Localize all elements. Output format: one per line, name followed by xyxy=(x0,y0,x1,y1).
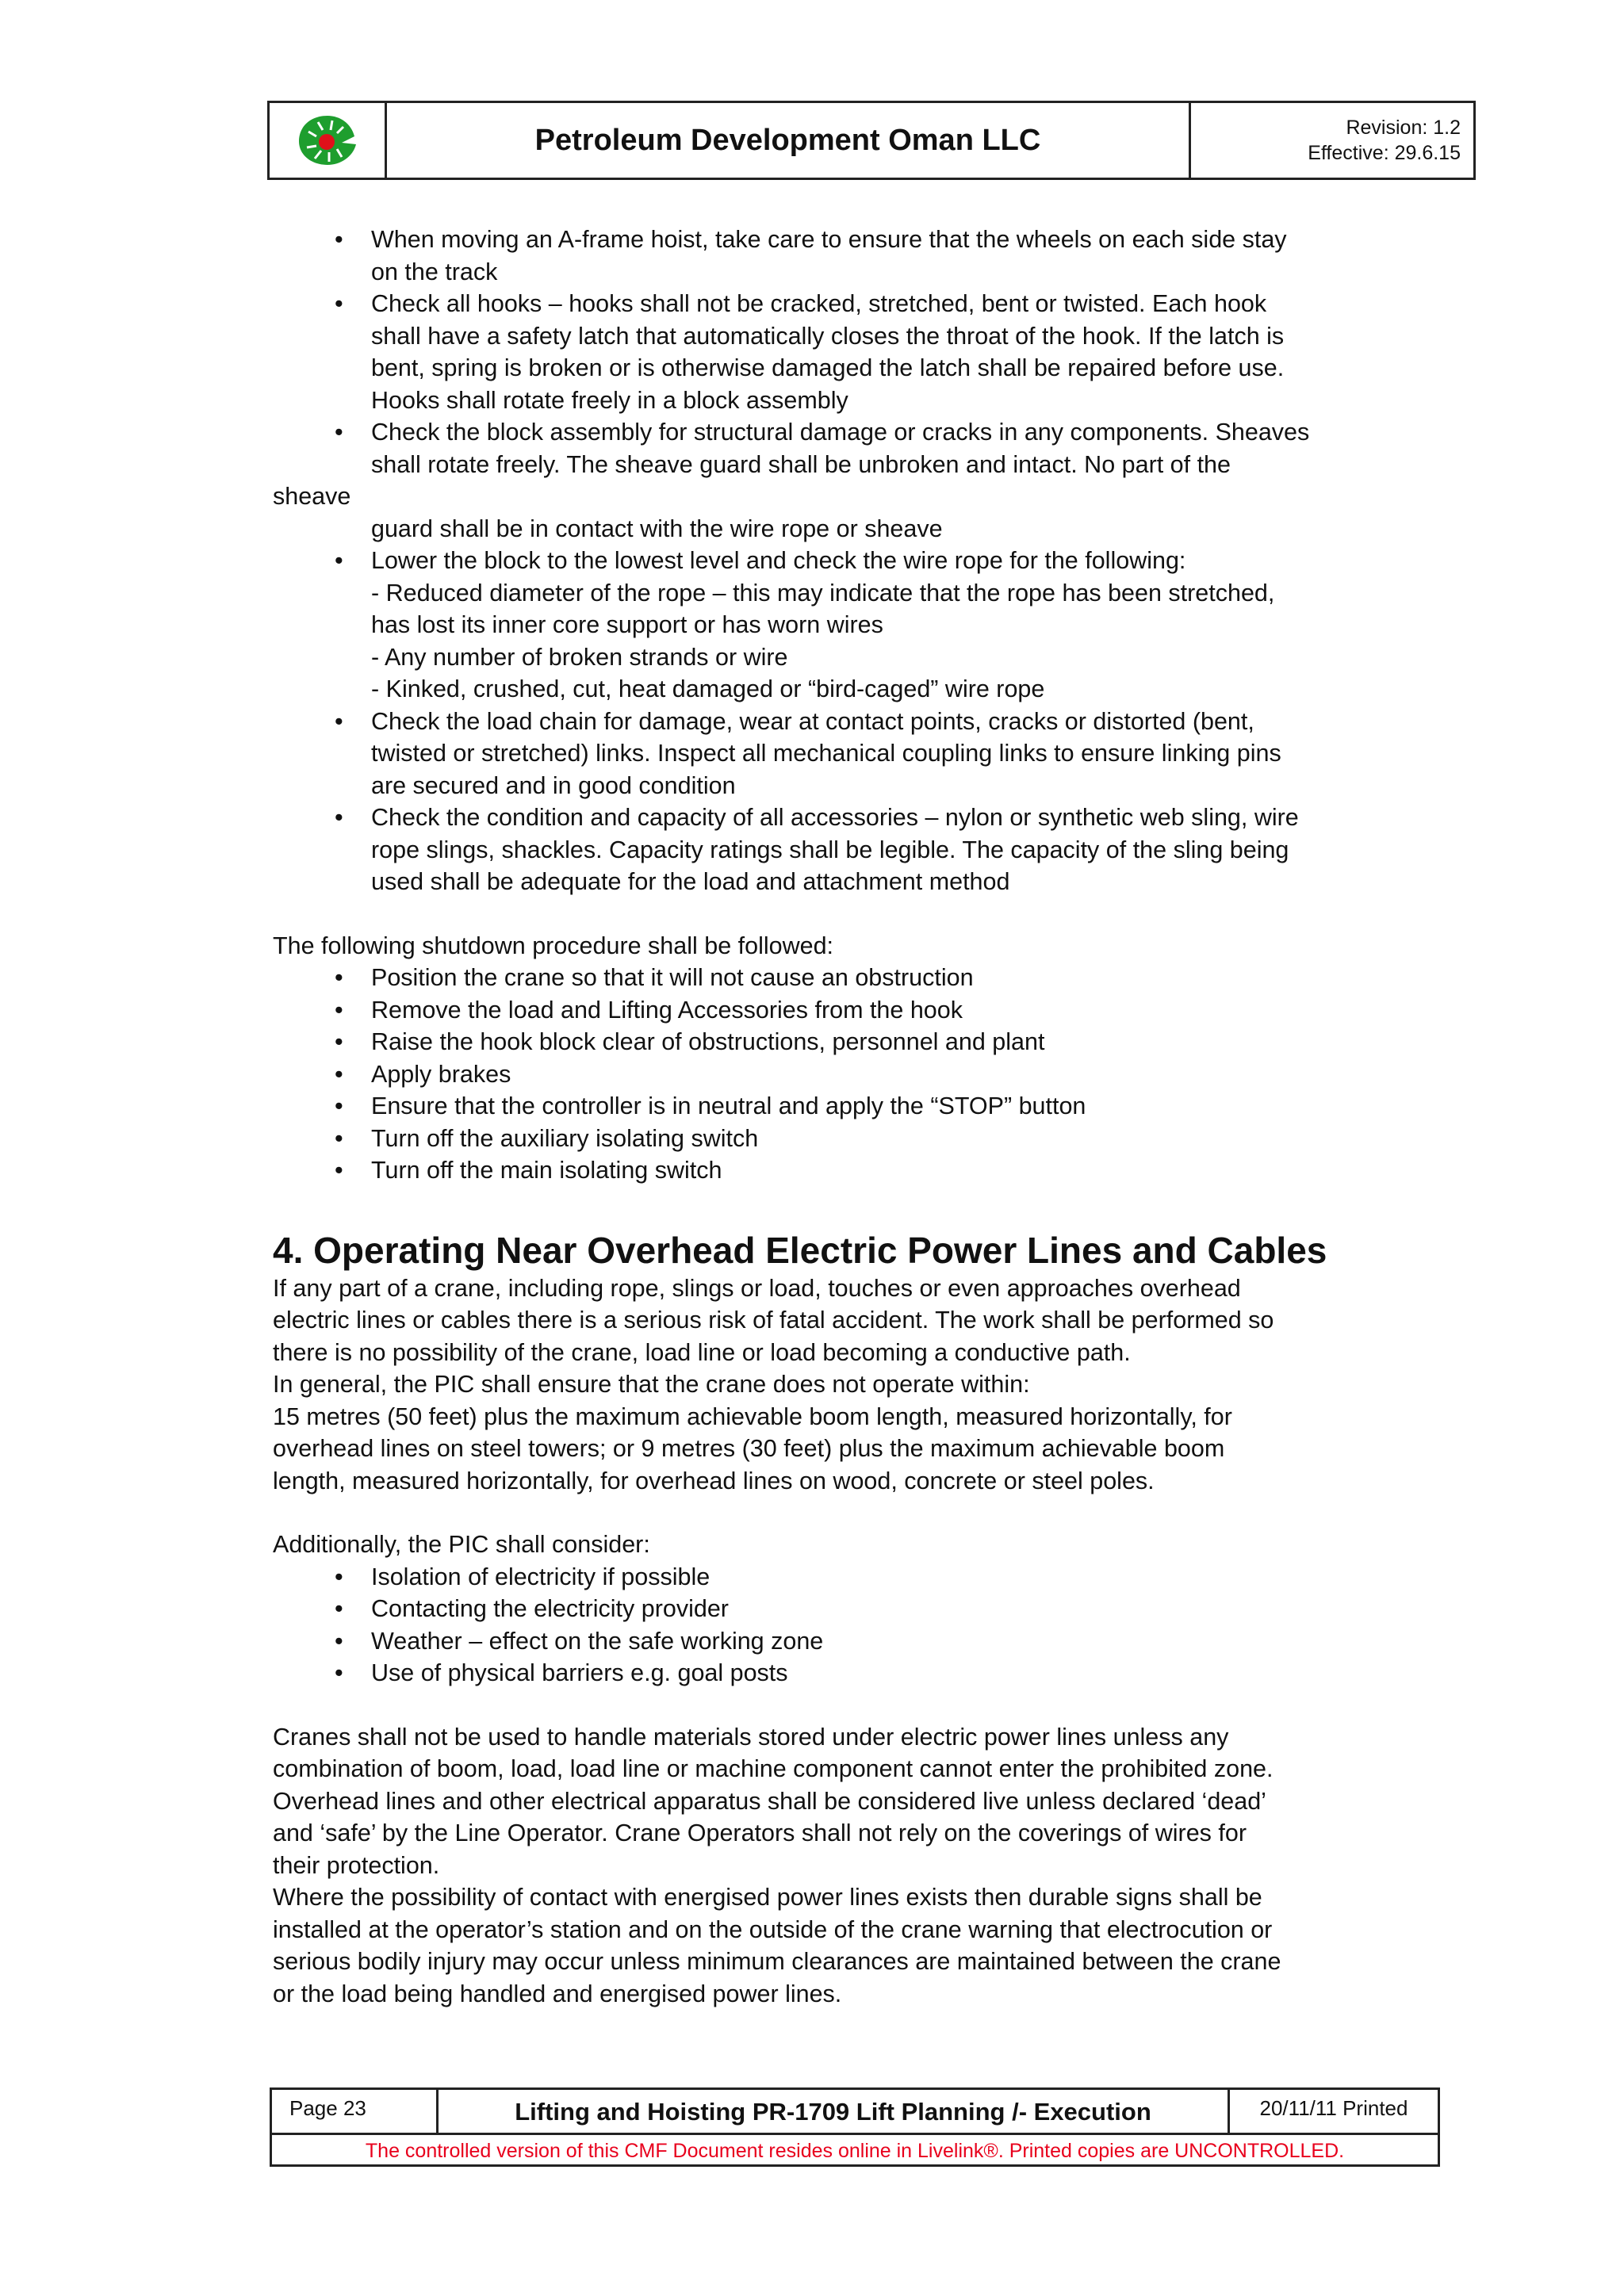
list-item-line: • When moving an A-frame hoist, take care to ensure that the wheels on each side stay xyxy=(371,226,1287,253)
shutdown-list xyxy=(273,962,1438,1187)
list-item: • Position the crane so that it will not cause an obstruction xyxy=(273,962,1438,994)
list-item: • Turn off the main isolating switch xyxy=(273,1154,1438,1187)
company-logo xyxy=(270,103,387,178)
paragraph-line: installed at the operator’s station and on the outside of the crane warning that electrocution or xyxy=(273,1915,1273,1943)
list-item: • Contacting the electricity provider xyxy=(273,1593,1438,1625)
list-item-line: bent, spring is broken or is otherwise damaged the latch shall be repaired before use. xyxy=(371,354,1285,381)
list-item-line: - Kinked, crushed, cut, heat damaged or “bird-caged” wire rope xyxy=(371,675,1045,702)
consider-list xyxy=(273,1561,1438,1689)
list-item xyxy=(273,706,1438,802)
list-item-line: Hooks shall rotate freely in a block assembly xyxy=(371,386,848,414)
pdo-logo-icon xyxy=(294,113,361,168)
paragraph-line: Overhead lines and other electrical apparatus shall be considered live unless declared ‘dead’ xyxy=(273,1787,1266,1815)
shutdown-intro: The following shutdown procedure shall be followed: xyxy=(273,932,834,959)
list-item: • Ensure that the controller is in neutral and apply the “STOP” button xyxy=(273,1090,1438,1123)
revision-number: Revision: 1.2 xyxy=(1346,117,1461,139)
list-item: • Turn off the auxiliary isolating switch xyxy=(273,1123,1438,1155)
paragraph-line: overhead lines on steel towers; or 9 metres (30 feet) plus the maximum achievable boom xyxy=(273,1435,1225,1462)
list-item-line: - Any number of broken strands or wire xyxy=(371,643,788,671)
paragraph-line: their protection. xyxy=(273,1851,440,1879)
paragraph-line: combination of boom, load, load line or machine component cannot enter the prohibited zone. xyxy=(273,1755,1274,1782)
inspection-list-continued xyxy=(273,545,1438,898)
list-item-line: • Check the block assembly for structural damage or cracks in any components. Sheaves xyxy=(371,419,1310,446)
list-item xyxy=(273,416,1438,480)
paragraph-line: Where the possibility of contact with energised power lines exists then durable signs shall be xyxy=(273,1884,1262,1911)
paragraph-line: 15 metres (50 feet) plus the maximum achievable boom length, measured horizontally, for xyxy=(273,1402,1232,1430)
list-item: • Remove the load and Lifting Accessories from the hook xyxy=(273,994,1438,1027)
paragraph-line: or the load being handled and energised power lines. xyxy=(273,1980,842,2007)
list-item xyxy=(273,545,1438,706)
list-item-line: on the track xyxy=(371,258,498,285)
list-item: • Raise the hook block clear of obstructions, personnel and plant xyxy=(273,1026,1438,1058)
revision-block xyxy=(1191,103,1473,178)
inspection-list xyxy=(273,224,1438,480)
list-item-line: used shall be adequate for the load and attachment method xyxy=(371,868,1010,895)
page-number: Page 23 xyxy=(272,2090,439,2133)
paragraph-line: and ‘safe’ by the Line Operator. Crane Operators shall not rely on the coverings of wires for xyxy=(273,1820,1247,1846)
section-paragraph-2 xyxy=(273,1721,1438,2011)
controlled-copy-notice: The controlled version of this CMF Document resides online in Livelink®. Printed copies are UNCONTROLLED. xyxy=(365,2140,1345,2162)
section-heading: 4. Operating Near Overhead Electric Power Lines and Cables xyxy=(273,1229,1327,1271)
document-footer xyxy=(270,2087,1440,2167)
wrapped-continuation: guard shall be in contact with the wire rope or sheave xyxy=(371,515,943,542)
document-header xyxy=(267,101,1476,180)
list-item: • Use of physical barriers e.g. goal posts xyxy=(273,1657,1438,1689)
list-item-line: are secured and in good condition xyxy=(371,771,736,799)
printed-date: 20/11/11 Printed xyxy=(1259,2096,1408,2120)
document-body xyxy=(273,224,1438,2010)
paragraph-line: In general, the PIC shall ensure that the crane does not operate within: xyxy=(273,1371,1030,1398)
paragraph-line: serious bodily injury may occur unless minimum clearances are maintained between the crane xyxy=(273,1948,1281,1975)
list-item-line: twisted or stretched) links. Inspect all mechanical coupling links to ensure linking pins xyxy=(371,740,1281,767)
list-item xyxy=(273,288,1438,416)
list-item xyxy=(273,802,1438,898)
list-item-line: rope slings, shackles. Capacity ratings shall be legible. The capacity of the sling being xyxy=(371,836,1289,863)
paragraph-line: there is no possibility of the crane, load line or load becoming a conductive path. xyxy=(273,1338,1131,1366)
paragraph-line: Cranes shall not be used to handle materials stored under electric power lines unless any xyxy=(273,1723,1229,1751)
document-title: Lifting and Hoisting PR-1709 Lift Planning /- Execution xyxy=(439,2090,1230,2133)
wrapped-word: sheave xyxy=(273,483,351,510)
consider-intro: Additionally, the PIC shall consider: xyxy=(273,1531,650,1558)
list-item: • Apply brakes xyxy=(273,1058,1438,1091)
list-item xyxy=(273,224,1438,288)
paragraph-line: electric lines or cables there is a serious risk of fatal accident. The work shall be performed so xyxy=(273,1307,1274,1334)
list-item-line: has lost its inner core support or has worn wires xyxy=(371,611,883,638)
list-item-line: - Reduced diameter of the rope – this may indicate that the rope has been stretched, xyxy=(371,579,1275,607)
list-item-line: shall rotate freely. The sheave guard shall be unbroken and intact. No part of the xyxy=(371,450,1231,478)
list-item-line: shall have a safety latch that automatically closes the throat of the hook. If the latch is xyxy=(371,322,1285,350)
list-item-line: • Check the condition and capacity of all accessories – nylon or synthetic web sling, wire xyxy=(371,804,1299,831)
list-item-line: • Check the load chain for damage, wear at contact points, cracks or distorted (bent, xyxy=(371,707,1254,735)
list-item: • Weather – effect on the safe working zone xyxy=(273,1625,1438,1658)
paragraph-line: length, measured horizontally, for overhead lines on wood, concrete or steel poles. xyxy=(273,1467,1155,1494)
list-item: • Isolation of electricity if possible xyxy=(273,1561,1438,1594)
list-item-line: • Check all hooks – hooks shall not be cracked, stretched, bent or twisted. Each hook xyxy=(371,290,1267,317)
effective-date: Effective: 29.6.15 xyxy=(1308,142,1461,164)
company-name: Petroleum Development Oman LLC xyxy=(387,103,1191,178)
section-paragraph-1 xyxy=(273,1272,1438,1498)
list-item-line: • Lower the block to the lowest level and check the wire rope for the following: xyxy=(371,547,1186,574)
paragraph-line: If any part of a crane, including rope, slings or load, touches or even approaches overhead xyxy=(273,1274,1241,1302)
